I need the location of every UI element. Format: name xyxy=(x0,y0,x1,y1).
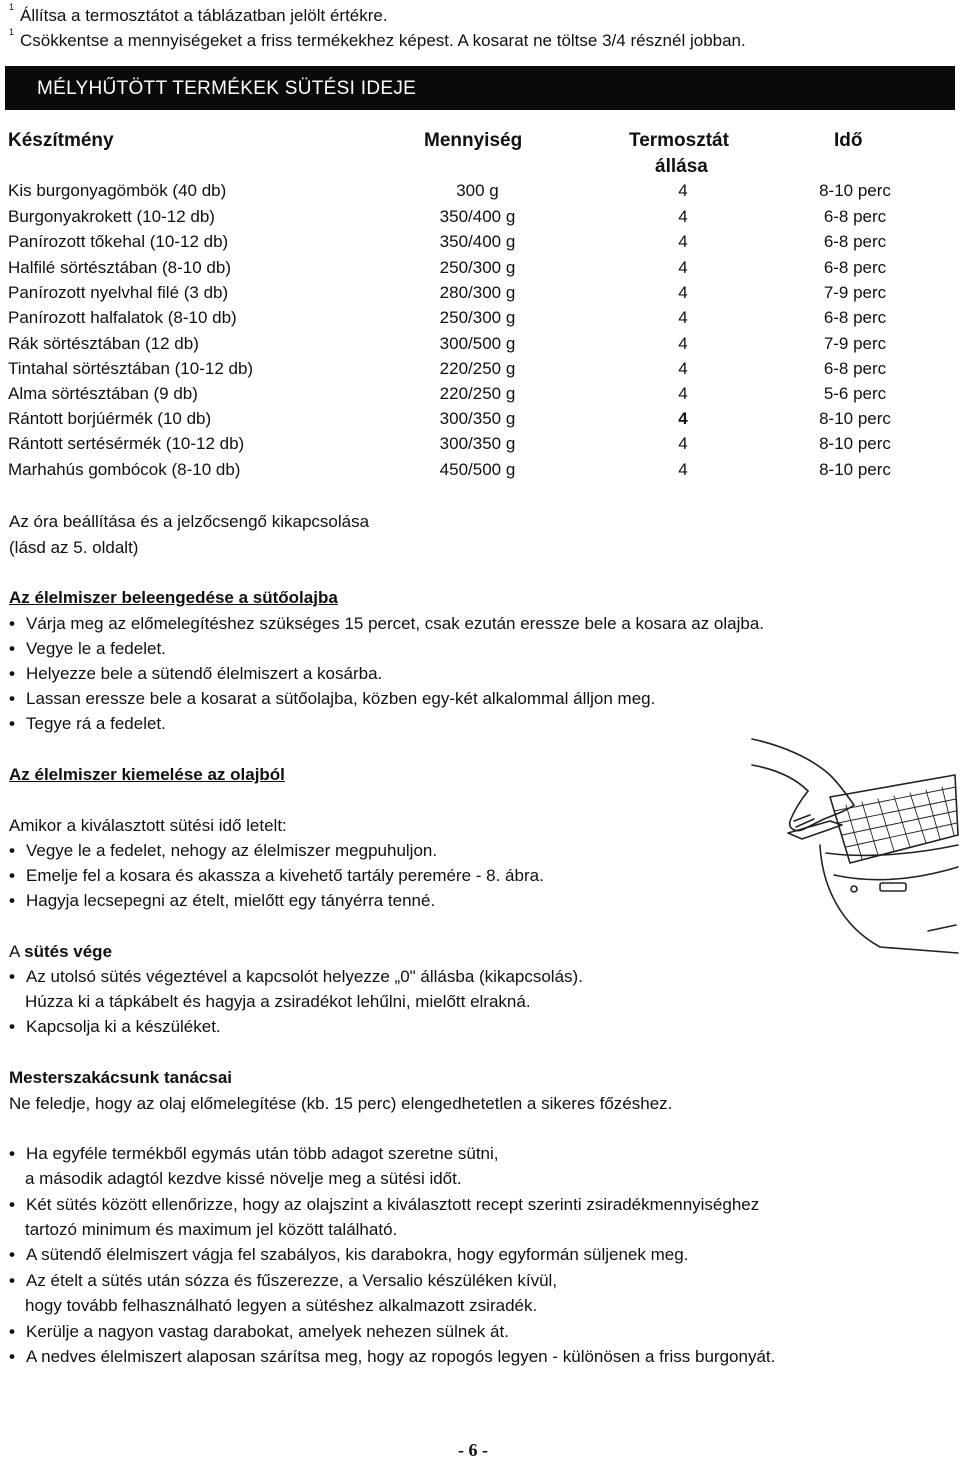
cell-thermostat: 4 xyxy=(678,258,688,277)
fryer-basket-illustration xyxy=(750,735,960,955)
hand-outline xyxy=(790,791,854,831)
table-row xyxy=(0,460,960,485)
cell-product: Rák sörtésztában (12 db) xyxy=(8,334,199,353)
list-item xyxy=(9,891,435,911)
table-row xyxy=(0,409,960,434)
list-item xyxy=(9,614,764,634)
list-item xyxy=(9,1195,759,1215)
list-item-continuation: hogy tovább felhasználható legyen a sütéshez alkalmazott zsiradék. xyxy=(25,1296,538,1315)
section-heading-lifting: Az élelmiszer kiemelése az olajból xyxy=(9,765,285,784)
cell-time: 6-8 perc xyxy=(823,308,887,327)
list-item xyxy=(9,1271,557,1291)
list-item-text: Az ételt a sütés után sózza és fűszerezze, a Versalio készüléken kívül, xyxy=(26,1271,558,1290)
cell-quantity: 280/300 g xyxy=(439,283,516,302)
list-item-continuation: tartozó minimum és maximum jel között található. xyxy=(25,1220,398,1239)
tips-intro: Ne feledje, hogy az olaj előmelegítése (kb. 15 perc) elengedhetetlen a sikeres főzéshez. xyxy=(9,1094,673,1113)
page-number: - 6 - xyxy=(458,1440,488,1460)
table-row xyxy=(0,434,960,459)
cell-thermostat: 4 xyxy=(678,207,688,226)
section-heading-lowering: Az élelmiszer beleengedése a sütőolajba xyxy=(9,588,338,607)
cell-product: Panírozott halfalatok (8-10 db) xyxy=(8,308,237,327)
table-row xyxy=(0,181,960,206)
cell-product: Alma sörtésztában (9 db) xyxy=(8,384,198,403)
bullet: • xyxy=(9,1144,15,1163)
cell-quantity: 300/350 g xyxy=(439,434,516,453)
footnote-mark: 1 xyxy=(9,2,15,13)
cell-thermostat: 4 xyxy=(678,384,688,403)
list-item xyxy=(9,866,544,886)
cell-product: Tintahal sörtésztában (10-12 db) xyxy=(8,359,254,378)
cell-quantity: 220/250 g xyxy=(439,359,516,378)
footnote-1 xyxy=(9,2,388,26)
list-item-text: A nedves élelmiszert alaposan szárítsa meg, hogy az ropogós legyen - különösen a friss burgonyát. xyxy=(26,1347,776,1366)
list-item-text: Ha egyféle termékből egymás után több adagot szeretne sütni, xyxy=(26,1144,499,1163)
cell-thermostat: 4 xyxy=(678,460,688,479)
list-item xyxy=(9,1144,499,1164)
list-item-text: Emelje fel a kosara és akassza a kivehető tartály peremére - 8. ábra. xyxy=(26,866,544,885)
bullet: • xyxy=(9,1017,15,1036)
list-item xyxy=(9,967,583,987)
table-row xyxy=(0,334,960,359)
timer-note-line2: (lásd az 5. oldalt) xyxy=(9,538,139,557)
cell-product: Halfilé sörtésztában (8-10 db) xyxy=(8,258,232,277)
cell-product: Rántott sertésérmék (10-12 db) xyxy=(8,434,245,453)
indicator-light-icon xyxy=(851,886,857,892)
footnote-text: Állítsa a termosztátot a táblázatban jelölt értékre. xyxy=(20,6,388,25)
list-item xyxy=(9,639,166,659)
table-row xyxy=(0,359,960,384)
table-row xyxy=(0,232,960,257)
list-item-text: Várja meg az előmelegítéshez szükséges 15 percet, csak ezután eressze bele a kosara az olajba. xyxy=(26,614,765,633)
timer-note-line1: Az óra beállítása és a jelzőcsengő kikapcsolása xyxy=(9,512,370,531)
list-item-text: Két sütés között ellenőrizze, hogy az olajszint a kiválasztott recept szerinti zsiradékmennyiséghez xyxy=(26,1195,760,1214)
list-item-text: Vegye le a fedelet. xyxy=(26,639,166,658)
cell-thermostat: 4 xyxy=(678,409,688,428)
list-item-continuation: a második adagtól kezdve kissé növelje meg a sütési időt. xyxy=(25,1169,462,1188)
cell-product: Marhahús gombócok (8-10 db) xyxy=(8,460,241,479)
bullet: • xyxy=(9,841,15,860)
list-item-text: Tegye rá a fedelet. xyxy=(26,714,166,733)
list-item-text: Kerülje a nagyon vastag darabokat, amelyek nehezen sülnek át. xyxy=(26,1322,509,1341)
cell-product: Burgonyakrokett (10-12 db) xyxy=(8,207,215,226)
footnote-2 xyxy=(9,27,746,51)
cell-time: 7-9 perc xyxy=(823,334,887,353)
list-item-text: Az utolsó sütés végeztével a kapcsolót helyezze „0" állásba (kikapcsolás). xyxy=(26,967,583,986)
bullet: • xyxy=(9,891,15,910)
cell-quantity: 250/300 g xyxy=(439,258,516,277)
header-quantity: Mennyiség xyxy=(424,130,523,151)
list-item xyxy=(9,1347,775,1367)
cell-time: 5-6 perc xyxy=(823,384,887,403)
section-banner xyxy=(5,66,955,110)
cell-time: 6-8 perc xyxy=(823,232,887,251)
cell-time: 8-10 perc xyxy=(819,409,891,428)
cell-product: Rántott borjúérmék (10 db) xyxy=(8,409,212,428)
cell-thermostat: 4 xyxy=(678,283,688,302)
bullet: • xyxy=(9,639,15,658)
cell-quantity: 350/400 g xyxy=(439,232,516,251)
header-thermostat-line1: Termosztát xyxy=(629,130,729,151)
header-product: Készítmény xyxy=(8,130,114,151)
bullet: • xyxy=(9,1271,15,1290)
section-heading-end xyxy=(9,942,112,962)
list-item-text: Helyezze bele a sütendő élelmiszert a kosárba. xyxy=(26,664,383,683)
bullet: • xyxy=(9,1347,15,1366)
control-panel-icon xyxy=(880,883,906,891)
table-row xyxy=(0,384,960,409)
heading-prefix: A xyxy=(9,942,20,961)
list-item-text: Hagyja lecsepegni az ételt, mielőtt egy tányérra tenné. xyxy=(26,891,436,910)
section-heading-tips: Mesterszakácsunk tanácsai xyxy=(9,1068,233,1087)
list-item xyxy=(9,664,382,684)
cell-quantity: 450/500 g xyxy=(439,460,516,479)
bullet: • xyxy=(9,689,15,708)
bullet: • xyxy=(9,866,15,885)
table-row xyxy=(0,258,960,283)
bullet: • xyxy=(9,664,15,683)
cell-thermostat: 4 xyxy=(678,308,688,327)
cell-quantity: 300/350 g xyxy=(439,409,516,428)
cell-thermostat: 4 xyxy=(678,181,688,200)
list-item xyxy=(9,714,166,734)
list-item xyxy=(9,1017,221,1037)
bullet: • xyxy=(9,714,15,733)
cell-quantity: 250/300 g xyxy=(439,308,516,327)
cell-quantity: 350/400 g xyxy=(439,207,516,226)
list-item-text: Vegye le a fedelet, nehogy az élelmiszer megpuhuljon. xyxy=(26,841,438,860)
cell-time: 6-8 perc xyxy=(823,207,887,226)
cell-product: Kis burgonyagömbök (40 db) xyxy=(8,181,227,200)
banner-title: MÉLYHŰTÖTT TERMÉKEK SÜTÉSI IDEJE xyxy=(37,78,417,99)
cell-quantity: 300 g xyxy=(456,181,499,200)
cell-time: 8-10 perc xyxy=(819,460,891,479)
bullet: • xyxy=(9,1195,15,1214)
lifting-intro: Amikor a kiválasztott sütési idő letelt: xyxy=(9,816,287,835)
cell-time: 7-9 perc xyxy=(823,283,887,302)
list-item xyxy=(9,841,437,861)
footnote-text: Csökkentse a mennyiségeket a friss termékekhez képest. A kosarat ne töltse 3/4 résznél jobban. xyxy=(20,31,746,50)
cell-time: 8-10 perc xyxy=(819,434,891,453)
arm-outline-lower xyxy=(752,765,808,791)
cell-product: Panírozott tőkehal (10-12 db) xyxy=(8,232,229,251)
cell-thermostat: 4 xyxy=(678,334,688,353)
bullet: • xyxy=(9,1322,15,1341)
heading-bold: sütés vége xyxy=(24,942,113,961)
cell-product: Panírozott nyelvhal filé (3 db) xyxy=(8,283,229,302)
list-item-continuation: Húzza ki a tápkábelt és hagyja a zsiradékot lehűlni, mielőtt elrakná. xyxy=(25,992,531,1011)
bullet: • xyxy=(9,1245,15,1264)
bullet: • xyxy=(9,967,15,986)
cell-quantity: 300/500 g xyxy=(439,334,516,353)
list-item xyxy=(9,1322,509,1342)
cell-thermostat: 4 xyxy=(678,434,688,453)
list-item xyxy=(9,689,655,709)
cell-time: 8-10 perc xyxy=(819,181,891,200)
table-row xyxy=(0,283,960,308)
footnote-mark: 1 xyxy=(9,27,15,38)
cell-time: 6-8 perc xyxy=(823,359,887,378)
cell-thermostat: 4 xyxy=(678,359,688,378)
list-item-text: Kapcsolja ki a készüléket. xyxy=(26,1017,221,1036)
list-item xyxy=(9,1245,688,1265)
header-thermostat-line2: állása xyxy=(655,156,708,177)
list-item-text: A sütendő élelmiszert vágja fel szabályos, kis darabokra, hogy egyformán süljenek meg. xyxy=(26,1245,689,1264)
table-row xyxy=(0,207,960,232)
header-time: Idő xyxy=(834,130,863,151)
list-item-text: Lassan eressze bele a kosarat a sütőolajba, közben egy-két alkalommal álljon meg. xyxy=(26,689,656,708)
fryer-base-line xyxy=(928,925,956,931)
cell-time: 6-8 perc xyxy=(823,258,887,277)
cell-thermostat: 4 xyxy=(678,232,688,251)
fryer-body-outline xyxy=(820,845,958,953)
fryer-band xyxy=(834,867,958,880)
cell-quantity: 220/250 g xyxy=(439,384,516,403)
bullet: • xyxy=(9,614,15,633)
table-row xyxy=(0,308,960,333)
